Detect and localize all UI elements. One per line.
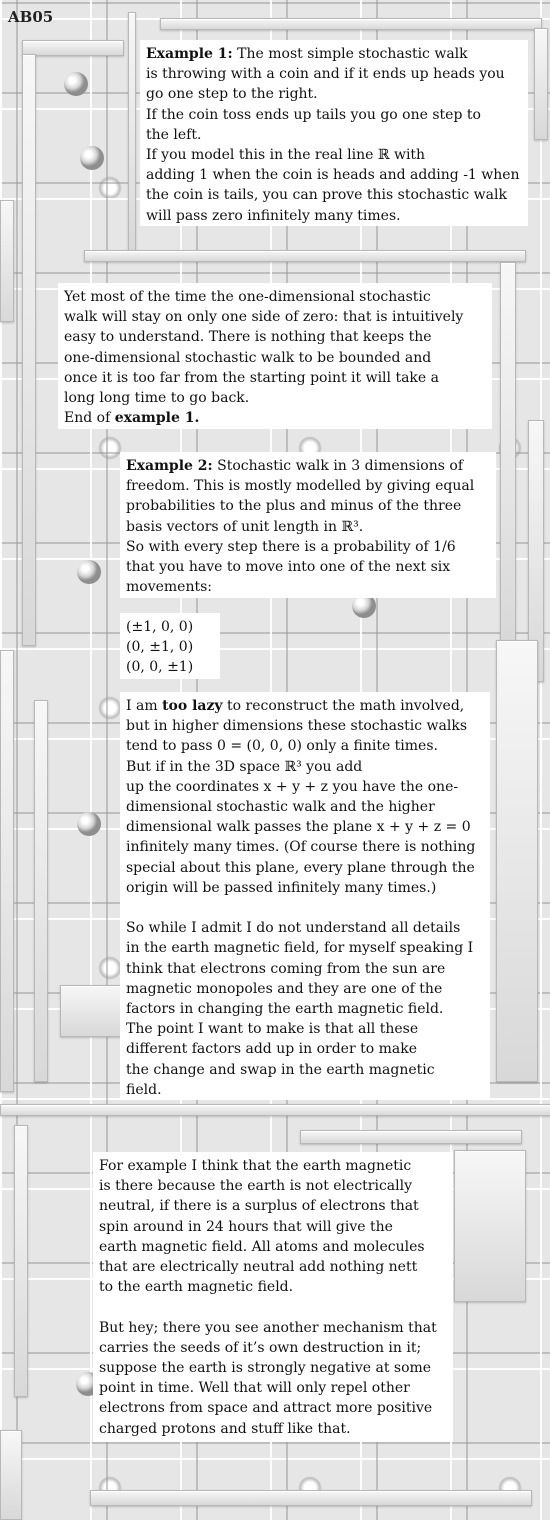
sphere-ornament [77,560,101,584]
text-line: electrons from space and attract more positive [99,1400,433,1417]
text-line: adding 1 when the coin is heads and adding -1 when [146,167,520,184]
background-tile [34,700,48,1082]
text-line: easy to understand. There is nothing that keeps the [64,329,432,346]
example-2-body-block [120,692,490,1100]
background-tile [22,40,124,56]
text-line: is there because the earth is not electrically [99,1178,413,1195]
background-tile [60,985,122,1037]
text-line: probabilities to the plus and minus of the three [126,498,462,515]
vector-item: (0, 0, ±1) [126,659,194,676]
text-line: dimensional stochastic walk and the higher [126,799,435,816]
text-line: Yet most of the time the one-dimensional stochastic [64,289,431,305]
background-tile [14,1125,28,1397]
example-3-block [93,1152,453,1442]
text-line: tend to pass 0 = (0, 0, 0) only a finite times. [126,738,438,755]
text-line: dimensional walk passes the plane x + y + z = 0 [126,819,471,836]
background-tile [0,200,14,322]
background-tile [0,1104,550,1116]
background-tile [454,1150,526,1302]
background-tile [534,28,548,140]
text-line: long long time to go back. [64,390,250,407]
text-line: freedom. This is mostly modelled by giving equal [126,478,475,495]
text-line: the change and swap in the earth magnetic [126,1061,435,1078]
text-line: So with every step there is a probability of 1/6 [126,538,456,555]
text-line: point in time. Well that will only repel other [99,1380,410,1397]
text-line: factors in changing the earth magnetic field. [126,1001,444,1018]
paragraph-gap [99,1297,447,1317]
vector-item: (±1, 0, 0) [126,619,194,635]
background-tile [22,54,36,646]
vector-item: (0, ±1, 0) [126,639,194,656]
paragraph-gap [126,898,484,918]
sphere-ornament [64,72,88,96]
text-line: For example I think that the earth magnetic [99,1158,412,1174]
text-line: But hey; there you see another mechanism that [99,1319,437,1336]
example-2-intro-block [120,452,496,598]
text-line: the coin is tails, you can prove this stochastic walk [146,187,507,204]
text-line: suppose the earth is strongly negative at some [99,1360,432,1377]
text-line: one-dimensional stochastic walk to be bounded and [64,349,432,366]
text-line: that you have to move into one of the next six [126,559,451,576]
sphere-ornament [80,146,104,170]
text-line: the left. [146,126,202,143]
text-line: Example 1: The most simple stochastic walk [146,46,468,62]
text-line: spin around in 24 hours that will give the [99,1218,393,1235]
text-line: go one step to the right. [146,86,318,103]
text-line: neutral, if there is a surplus of electrons that [99,1198,419,1215]
background-tile [300,1130,522,1144]
example-heading: Example 2: [126,458,213,474]
background-tile [0,1430,22,1520]
text-line: once it is too far from the starting point it will take a [64,369,439,386]
text-line: that are electrically neutral add nothing nett [99,1259,418,1276]
text-line: basis vectors of unit length in ℝ³. [126,518,364,535]
page-label: AB05 [8,8,54,26]
background-tile [496,640,538,1082]
text-line: movements: [126,579,213,596]
text-line: is throwing with a coin and if it ends up heads you [146,66,505,83]
example-heading: Example 1: [146,46,233,62]
text-line: End of example 1. [64,410,200,427]
text-line: think that electrons coming from the sun are [126,960,446,977]
example-1-continued-block [58,283,492,429]
text-line: If the coin toss ends up tails you go one step to [146,106,481,123]
text-line: If you model this in the real line ℝ with [146,147,426,164]
background-tile [90,1490,532,1506]
text-line: will pass zero infinitely many times. [146,207,401,224]
text-line: Example 2: Stochastic walk in 3 dimensions of [126,458,463,474]
text-line: charged protons and stuff like that. [99,1420,351,1437]
text-line: in the earth magnetic field, for myself speaking I [126,940,474,957]
background-tile [500,262,516,644]
text-line: But if in the 3D space ℝ³ you add [126,758,363,775]
text-line: So while I admit I do not understand all details [126,920,461,937]
background-tile [128,12,136,254]
text-line: The point I want to make is that all these [126,1021,419,1038]
text-line: field. [126,1081,162,1098]
example-1-block [140,40,528,226]
text-line: origin will be passed infinitely many times.) [126,879,437,896]
text-line: I am too lazy to reconstruct the math involved, [126,698,465,714]
text-line: to the earth magnetic field. [99,1279,294,1296]
vector-list [120,613,220,679]
background-tile [160,18,542,30]
text-line: carries the seeds of it’s own destruction in it; [99,1339,422,1356]
background-tile [0,650,14,1092]
text-line: special about this plane, every plane through the [126,859,475,876]
text-line: earth magnetic field. All atoms and molecules [99,1238,425,1255]
text-line: but in higher dimensions these stochastic walks [126,718,468,735]
text-line: magnetic monopoles and they are one of the [126,980,443,997]
text-line: different factors add up in order to make [126,1041,417,1058]
text-line: walk will stay on only one side of zero: that is intuitively [64,309,464,326]
sphere-ornament [77,812,101,836]
text-line: up the coordinates x + y + z you have the one- [126,778,459,795]
background-tile [84,250,526,262]
text-line: infinitely many times. (Of course there is nothing [126,839,476,856]
